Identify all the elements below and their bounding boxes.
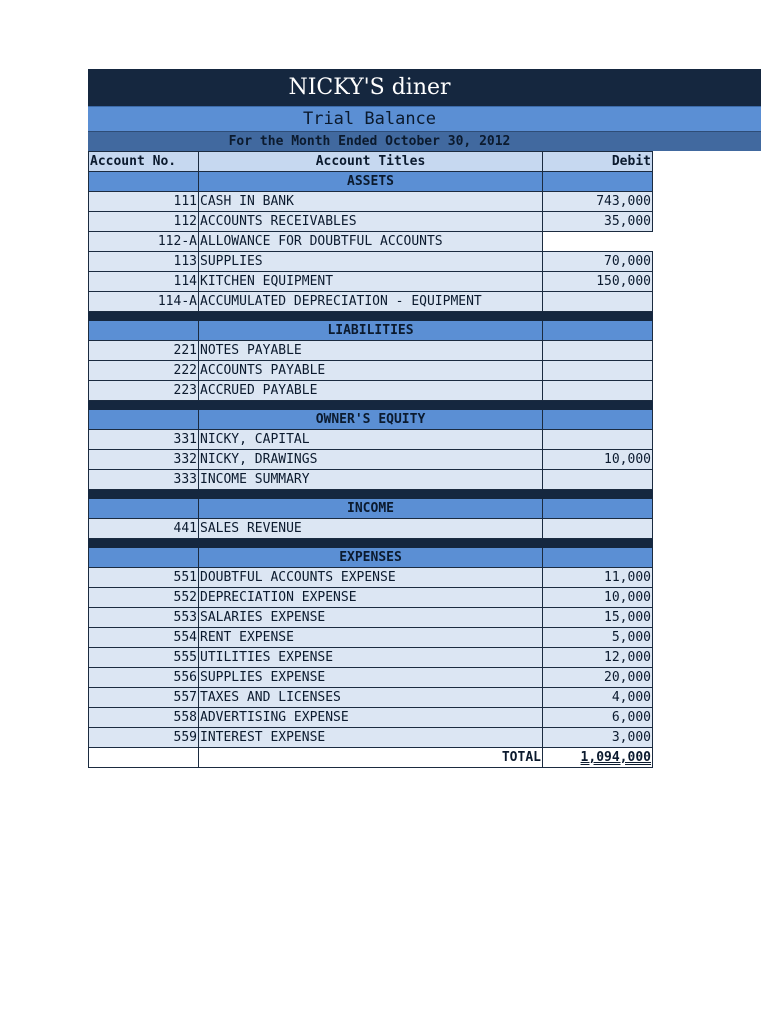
table-row	[89, 232, 653, 252]
table-row	[89, 470, 653, 490]
account-title: ADVERTISING EXPENSE	[199, 708, 543, 728]
section-header-row	[89, 548, 653, 568]
header-debit: Debit	[543, 152, 653, 172]
debit-amount	[543, 519, 653, 539]
table-row	[89, 341, 653, 361]
debit-amount: 743,000	[543, 192, 653, 212]
account-number: 555	[89, 648, 199, 668]
account-number: 332	[89, 450, 199, 470]
separator-cell	[543, 312, 653, 321]
account-title: DOUBTFUL ACCOUNTS EXPENSE	[199, 568, 543, 588]
separator-cell	[89, 312, 199, 321]
debit-amount	[543, 470, 653, 490]
table-row	[89, 381, 653, 401]
debit-amount: 70,000	[543, 252, 653, 272]
account-title: NICKY, DRAWINGS	[199, 450, 543, 470]
table-row	[89, 708, 653, 728]
debit-amount: 15,000	[543, 608, 653, 628]
section-name: ASSETS	[199, 172, 543, 192]
account-number: 112-A	[89, 232, 199, 252]
debit-amount: 6,000	[543, 708, 653, 728]
account-number: 557	[89, 688, 199, 708]
account-number: 114	[89, 272, 199, 292]
section-header-blank	[89, 321, 199, 341]
separator-cell	[89, 539, 199, 548]
table-row	[89, 252, 653, 272]
account-number: 112	[89, 212, 199, 232]
section-name: INCOME	[199, 499, 543, 519]
section-header-blank	[89, 410, 199, 430]
table-row	[89, 192, 653, 212]
account-number: 441	[89, 519, 199, 539]
separator-cell	[199, 490, 543, 499]
account-number: 333	[89, 470, 199, 490]
account-title: ACCRUED PAYABLE	[199, 381, 543, 401]
section-separator	[89, 401, 653, 410]
account-number: 551	[89, 568, 199, 588]
section-header-blank	[89, 499, 199, 519]
account-title: ACCOUNTS PAYABLE	[199, 361, 543, 381]
account-number: 222	[89, 361, 199, 381]
section-separator	[89, 490, 653, 499]
debit-amount	[543, 361, 653, 381]
separator-cell	[89, 490, 199, 499]
table-row	[89, 292, 653, 312]
section-header-blank	[543, 321, 653, 341]
section-header-blank	[89, 548, 199, 568]
table-row	[89, 212, 653, 232]
section-header-row	[89, 410, 653, 430]
table-row	[89, 728, 653, 748]
table-row	[89, 430, 653, 450]
debit-amount: 12,000	[543, 648, 653, 668]
account-title: KITCHEN EQUIPMENT	[199, 272, 543, 292]
account-number: 559	[89, 728, 199, 748]
debit-amount: 5,000	[543, 628, 653, 648]
section-header-blank	[89, 172, 199, 192]
account-number: 553	[89, 608, 199, 628]
trial-balance-sheet	[88, 69, 761, 768]
table-row	[89, 272, 653, 292]
account-title: CASH IN BANK	[199, 192, 543, 212]
total-amount: 1,094,000	[543, 748, 653, 768]
table-row	[89, 519, 653, 539]
table-row	[89, 648, 653, 668]
section-header-row	[89, 172, 653, 192]
total-row	[89, 748, 653, 768]
account-title: SUPPLIES EXPENSE	[199, 668, 543, 688]
trial-balance-table	[88, 151, 653, 768]
table-row	[89, 688, 653, 708]
account-number: 552	[89, 588, 199, 608]
section-header-blank	[543, 172, 653, 192]
section-header-row	[89, 321, 653, 341]
table-row	[89, 628, 653, 648]
account-title: SUPPLIES	[199, 252, 543, 272]
debit-amount: 10,000	[543, 588, 653, 608]
section-separator	[89, 539, 653, 548]
separator-cell	[199, 312, 543, 321]
section-header-blank	[543, 548, 653, 568]
table-row	[89, 668, 653, 688]
debit-amount	[543, 232, 653, 252]
debit-amount: 4,000	[543, 688, 653, 708]
separator-cell	[199, 539, 543, 548]
debit-amount: 20,000	[543, 668, 653, 688]
table-row	[89, 450, 653, 470]
section-name: EXPENSES	[199, 548, 543, 568]
section-name: OWNER'S EQUITY	[199, 410, 543, 430]
company-title: NICKY'S diner	[88, 69, 761, 106]
table-row	[89, 568, 653, 588]
debit-amount: 150,000	[543, 272, 653, 292]
account-title: NOTES PAYABLE	[199, 341, 543, 361]
debit-amount: 35,000	[543, 212, 653, 232]
account-number: 558	[89, 708, 199, 728]
account-title: ALLOWANCE FOR DOUBTFUL ACCOUNTS	[199, 232, 543, 252]
debit-amount: 10,000	[543, 450, 653, 470]
separator-cell	[89, 401, 199, 410]
debit-amount	[543, 292, 653, 312]
account-title: DEPRECIATION EXPENSE	[199, 588, 543, 608]
section-header-row	[89, 499, 653, 519]
account-title: ACCOUNTS RECEIVABLES	[199, 212, 543, 232]
table-row	[89, 608, 653, 628]
table-row	[89, 361, 653, 381]
account-title: SALES REVENUE	[199, 519, 543, 539]
header-account-titles: Account Titles	[199, 152, 543, 172]
section-separator	[89, 312, 653, 321]
section-name: LIABILITIES	[199, 321, 543, 341]
separator-cell	[543, 539, 653, 548]
account-number: 221	[89, 341, 199, 361]
account-number: 114-A	[89, 292, 199, 312]
debit-amount: 11,000	[543, 568, 653, 588]
account-number: 111	[89, 192, 199, 212]
debit-amount	[543, 430, 653, 450]
account-title: INTEREST EXPENSE	[199, 728, 543, 748]
account-number: 113	[89, 252, 199, 272]
account-number: 223	[89, 381, 199, 401]
account-title: RENT EXPENSE	[199, 628, 543, 648]
debit-amount	[543, 341, 653, 361]
separator-cell	[199, 401, 543, 410]
account-title: SALARIES EXPENSE	[199, 608, 543, 628]
debit-amount	[543, 381, 653, 401]
section-header-blank	[543, 410, 653, 430]
account-number: 556	[89, 668, 199, 688]
account-title: UTILITIES EXPENSE	[199, 648, 543, 668]
report-title: Trial Balance	[88, 106, 761, 131]
debit-amount: 3,000	[543, 728, 653, 748]
section-header-blank	[543, 499, 653, 519]
account-title: ACCUMULATED DEPRECIATION - EQUIPMENT	[199, 292, 543, 312]
table-header-row	[89, 152, 653, 172]
table-row	[89, 588, 653, 608]
total-blank	[89, 748, 199, 768]
separator-cell	[543, 490, 653, 499]
account-number: 554	[89, 628, 199, 648]
account-title: NICKY, CAPITAL	[199, 430, 543, 450]
account-title: TAXES AND LICENSES	[199, 688, 543, 708]
total-label: TOTAL	[199, 748, 543, 768]
header-account-no: Account No.	[89, 152, 199, 172]
account-number: 331	[89, 430, 199, 450]
separator-cell	[543, 401, 653, 410]
account-title: INCOME SUMMARY	[199, 470, 543, 490]
report-period: For the Month Ended October 30, 2012	[88, 131, 761, 151]
